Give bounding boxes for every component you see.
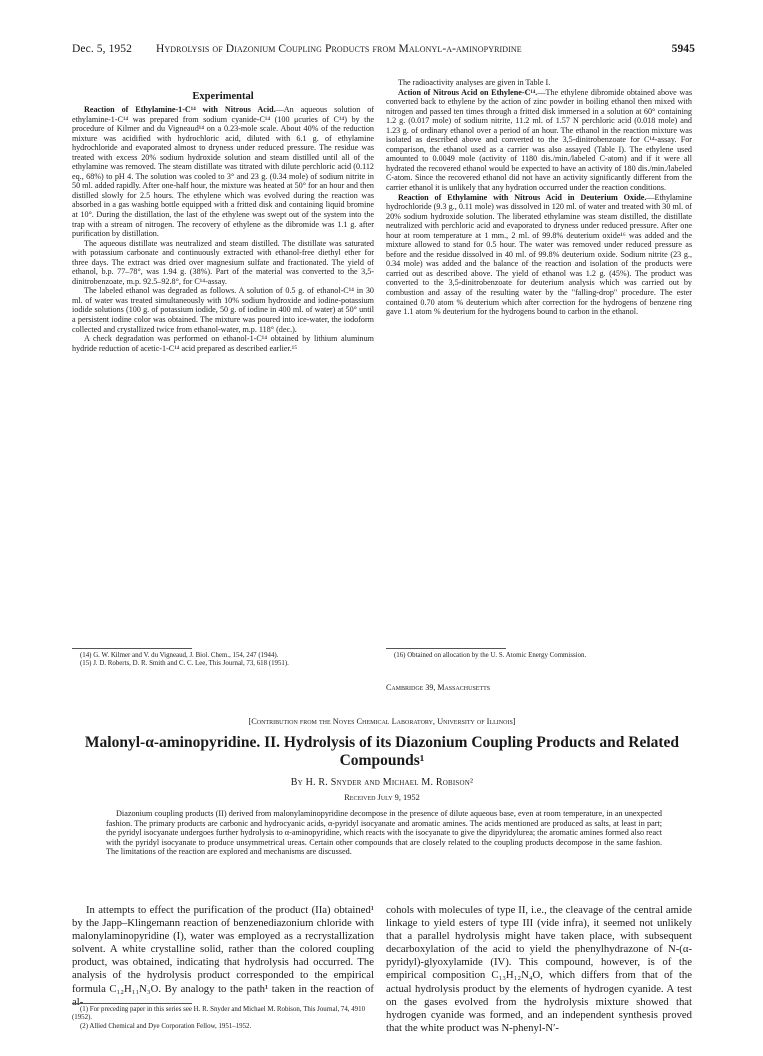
paragraph-text: —Ethylamine hydrochloride (9.3 g., 0.11 mole) was dissolved in 120 ml. of water and treated with 30 ml. of 20% sodium hydroxide solution. The liberated ethylamine was steam distilled, the distillate neutralized with perchloric acid and evaporated to dryness under reduced pressure. After one hour at room temperature at 1 mm., 2 ml. of 99.8% deuterium oxide¹⁶ was added and the mixture allowed to stand for 0.5 hour. The water was removed under reduced pressure as before and the residue dissolved in 40 ml. of 99.8% deuterium oxide. Sodium nitrite (23 g., 0.34 mole) was added and the balance of the reaction and isolation of the products were carried out as described above. The yield of ethanol was 1.2 g. (45%). The product was converted to the 3,5-dinitrobenzoate for deuterium analysis which was carried out by combustion and assay of the resulting water by the "falling-drop" procedure. The ester contained 0.70 atom % deuterium which after correction for the hydrogens of benzene ring gave 1.1 atom % deuterium for the hydrogens bound to carbon in the ethanol.: [386, 192, 692, 317]
experimental-heading: Experimental: [192, 91, 254, 102]
paragraph-text: —The ethylene dibromide obtained above was converted back to ethylene by the action of zinc powder in boiling ethanol then mixed with nitrogen and passed ten times through a fritted disk immersed in a solution at 60° containing 1.2 g. (0.017 mole) of sodium nitrite, 11.2 ml. of 1.57 N perchloric acid (0.018 mole) and 1.23 g. of ordinary ethanol over a period of an hour. The ethanol in the reaction mixture was isolated as described above and converted to the 3,5-dinitrobenzoate for C¹⁴-assay. For comparison, the ethanol used as a carrier was also assayed (Table I). The ethylene used amounted to 0.0049 mole (activity of 1180 dis./min./labeled C-atom) and if it were all hydrated the recovered ethanol would be expected to have an activity of 180 dis./min./labeled C-atom. Since the recovered ethanol did not have an activity significantly different from the carrier ethanol it is unlikely that any hydration occurred under the reaction conditions.: [386, 87, 692, 193]
paragraph-deuterium-oxide: [386, 193, 692, 317]
paragraph-ethylene-nitrous: [386, 88, 692, 193]
footnote-rule-right: [386, 648, 506, 649]
footnotes-left: [72, 652, 374, 668]
received-date: Received July 9, 1952: [344, 793, 420, 802]
running-title: Hydrolysis of Diazonium Coupling Products from Malonyl-α-aminopyridine: [156, 43, 522, 55]
article-authors: By H. R. Snyder and Michael M. Robison²: [290, 777, 474, 788]
footnotes-bottom: [72, 1006, 374, 1031]
footnote-1: (1) For preceding paper in this series see H. R. Snyder and Michael M. Robison, This Journal, 74, 4910 (1952).: [72, 1006, 366, 1022]
paragraph-distillate: The aqueous distillate was neutralized and steam distilled. The distillate was saturated with potassium carbonate and continuously extracted with ethanol-free diethyl ether for three days. The extract was dried over magnesium sulfate and fractionated. The yield of ethanol, b.p. 77–78°, was 1.94 g. (38%). Part of the material was converted to the 3,5-dinitrobenzoate, m.p. 92.5–92.8°, for C¹⁴-assay.: [72, 238, 374, 286]
issue-date: Dec. 5, 1952: [72, 43, 132, 55]
footnote-2: (2) Allied Chemical and Dye Corporation Fellow, 1951–1952.: [80, 1022, 252, 1030]
paragraph-title: Action of Nitrous Acid on Ethylene-C¹⁴.: [398, 87, 538, 97]
page-number: 5945: [671, 43, 695, 55]
author-address: Cambridge 39, Massachusetts: [386, 683, 491, 692]
paragraph-radioactivity: The radioactivity analyses are given in Table I.: [398, 78, 551, 87]
paragraph-degradation: The labeled ethanol was degraded as follows. A solution of 0.5 g. of ethanol-C¹⁴ in 30 ml. of water was treated simultaneously with 10% sodium hydroxide and iodine-potassium iodide solutions (100 g. of potassium iodide, 50 g. of iodine in 400 ml. of water) at 50° until a persistent iodine color was obtained. The mixture was poured into ice-water, the iodoform collected and crystallized twice from ethanol-water, m.p. 118° (dec.).: [72, 286, 374, 334]
footnote-16: (16) Obtained on allocation by the U. S. Atomic Energy Commission.: [394, 652, 587, 659]
footnotes-right: [386, 652, 692, 660]
experimental-right-column: [386, 78, 692, 317]
experimental-left-column: [72, 90, 374, 353]
article-title: Malonyl-α-aminopyridine. II. Hydrolysis of its Diazonium Coupling Products and Related Compounds¹: [84, 734, 680, 769]
body-left-column: In attempts to effect the purification of the product (IIa) obtained¹ by the Japp–Klingemann reaction of benzenediazonium chloride with malonylaminopyridine (I), water was employed as a recrystallization solvent. A white crystalline solid, rather than the colored coupling product, was obtained, indicating that hydrolysis had occurred. The analysis of the hydrolysis product corresponded to the empirical formula C₁₂H₁₁N₃O. By analogy to the path¹ taken in the reaction of al-: [72, 904, 374, 1008]
body-right-column: cohols with molecules of type II, i.e., the cleavage of the central amide linkage to yield esters of type III (vide infra), it seemed not unlikely that a parallel hydrolysis might have taken place, with subsequent decarboxylation of the acid to yield the phenylhydrazone of N-(α-pyridyl)-glyoxylamide (IV). This compound, however, is of the empirical composition C₁₃H₁₂N₄O, which differs from that of the actual hydrolysis product by the elements of hydrogen cyanide. A test on the gases evolved from the hydrolysis mixture showed that hydrogen cyanide was formed, and an independent synthesis proved that the white product was N-phenyl-N′-: [386, 904, 692, 1034]
paragraph-text: —An aqueous solution of ethylamine-1-C¹⁴ was prepared from sodium cyanide-C¹⁴ (100 μcuries of C¹⁴) by the procedure of Kilmer and du Vigneaud¹⁴ on a 0.23-mole scale. About 40% of the reduction mixture was acidified with hydrochloric acid, diluted with 6.1 g. of ethylamine hydrochloride and evaporated almost to dryness under reduced pressure. The residue was treated with excess 20% sodium hydroxide solution and steam distilled until all of the ethylamine was removed. The steam distillate was titrated with dilute perchloric acid (0.112 eq., 68%) to pH 4. The solution was cooled to 3° and 23 g. (0.34 mole) of sodium nitrite in 50 ml. added rapidly. After one-half hour, the mixture was heated at 50° for an hour and then distilled slowly for 2.5 hours. The ethylene which was evolved during the reaction was absorbed in a gas washing bottle equipped with a fritted disk and containing liquid bromine at 10°. During the distillation, the last of the ethylene was swept out of the system into the trap with a stream of nitrogen. The recovery of ethylene as the dibromide was 1.1 g. after purification by distillation.: [72, 105, 374, 239]
article-abstract: Diazonium coupling products (II) derived from malonylaminopyridine decompose in the presence of dilute aqueous base, even at room temperature, in an unexpected fashion. The primary products are carbonic and hydrocyanic acids, α-pyridyl isocyanate and aromatic amines. The acids mentioned are produced as salts, at least in part; the pyridyl isocyanate undergoes further hydrolysis to α-aminopyridine, which reacts with the isocyanate to give the dipyridylurea; the aromatic amines formed also react with the pyridyl isocyanate to produce unsymmetrical ureas. Certain other compounds that are closely related to the coupling products decompose in the same fashion. The limitations of the reaction are explored and mechanisms are discussed.: [106, 809, 662, 857]
paragraph-ethylamine-nitrous: [72, 105, 374, 239]
running-head: [72, 43, 695, 59]
footnote-14: (14) G. W. Kilmer and V. du Vigneaud, J. Biol. Chem., 154, 247 (1944).: [80, 652, 279, 659]
footnote-rule-bottom: [72, 1003, 192, 1004]
contribution-line: [Contribution from the Noyes Chemical Laboratory, University of Illinois]: [248, 717, 516, 726]
footnote-rule-left: [72, 648, 192, 649]
paragraph-title: Reaction of Ethylamine with Nitrous Acid in Deuterium Oxide.: [398, 192, 647, 202]
paragraph-check-degradation: A check degradation was performed on ethanol-1-C¹⁴ obtained by lithium aluminum hydride reduction of acetic-1-C¹⁴ acid prepared as described earlier.¹⁵: [72, 334, 374, 353]
footnote-15: (15) J. D. Roberts, D. R. Smith and C. C. Lee, This Journal, 73, 618 (1951).: [80, 660, 289, 668]
paragraph-title: Reaction of Ethylamine-1-C¹⁴ with Nitrous Acid.: [84, 105, 276, 114]
